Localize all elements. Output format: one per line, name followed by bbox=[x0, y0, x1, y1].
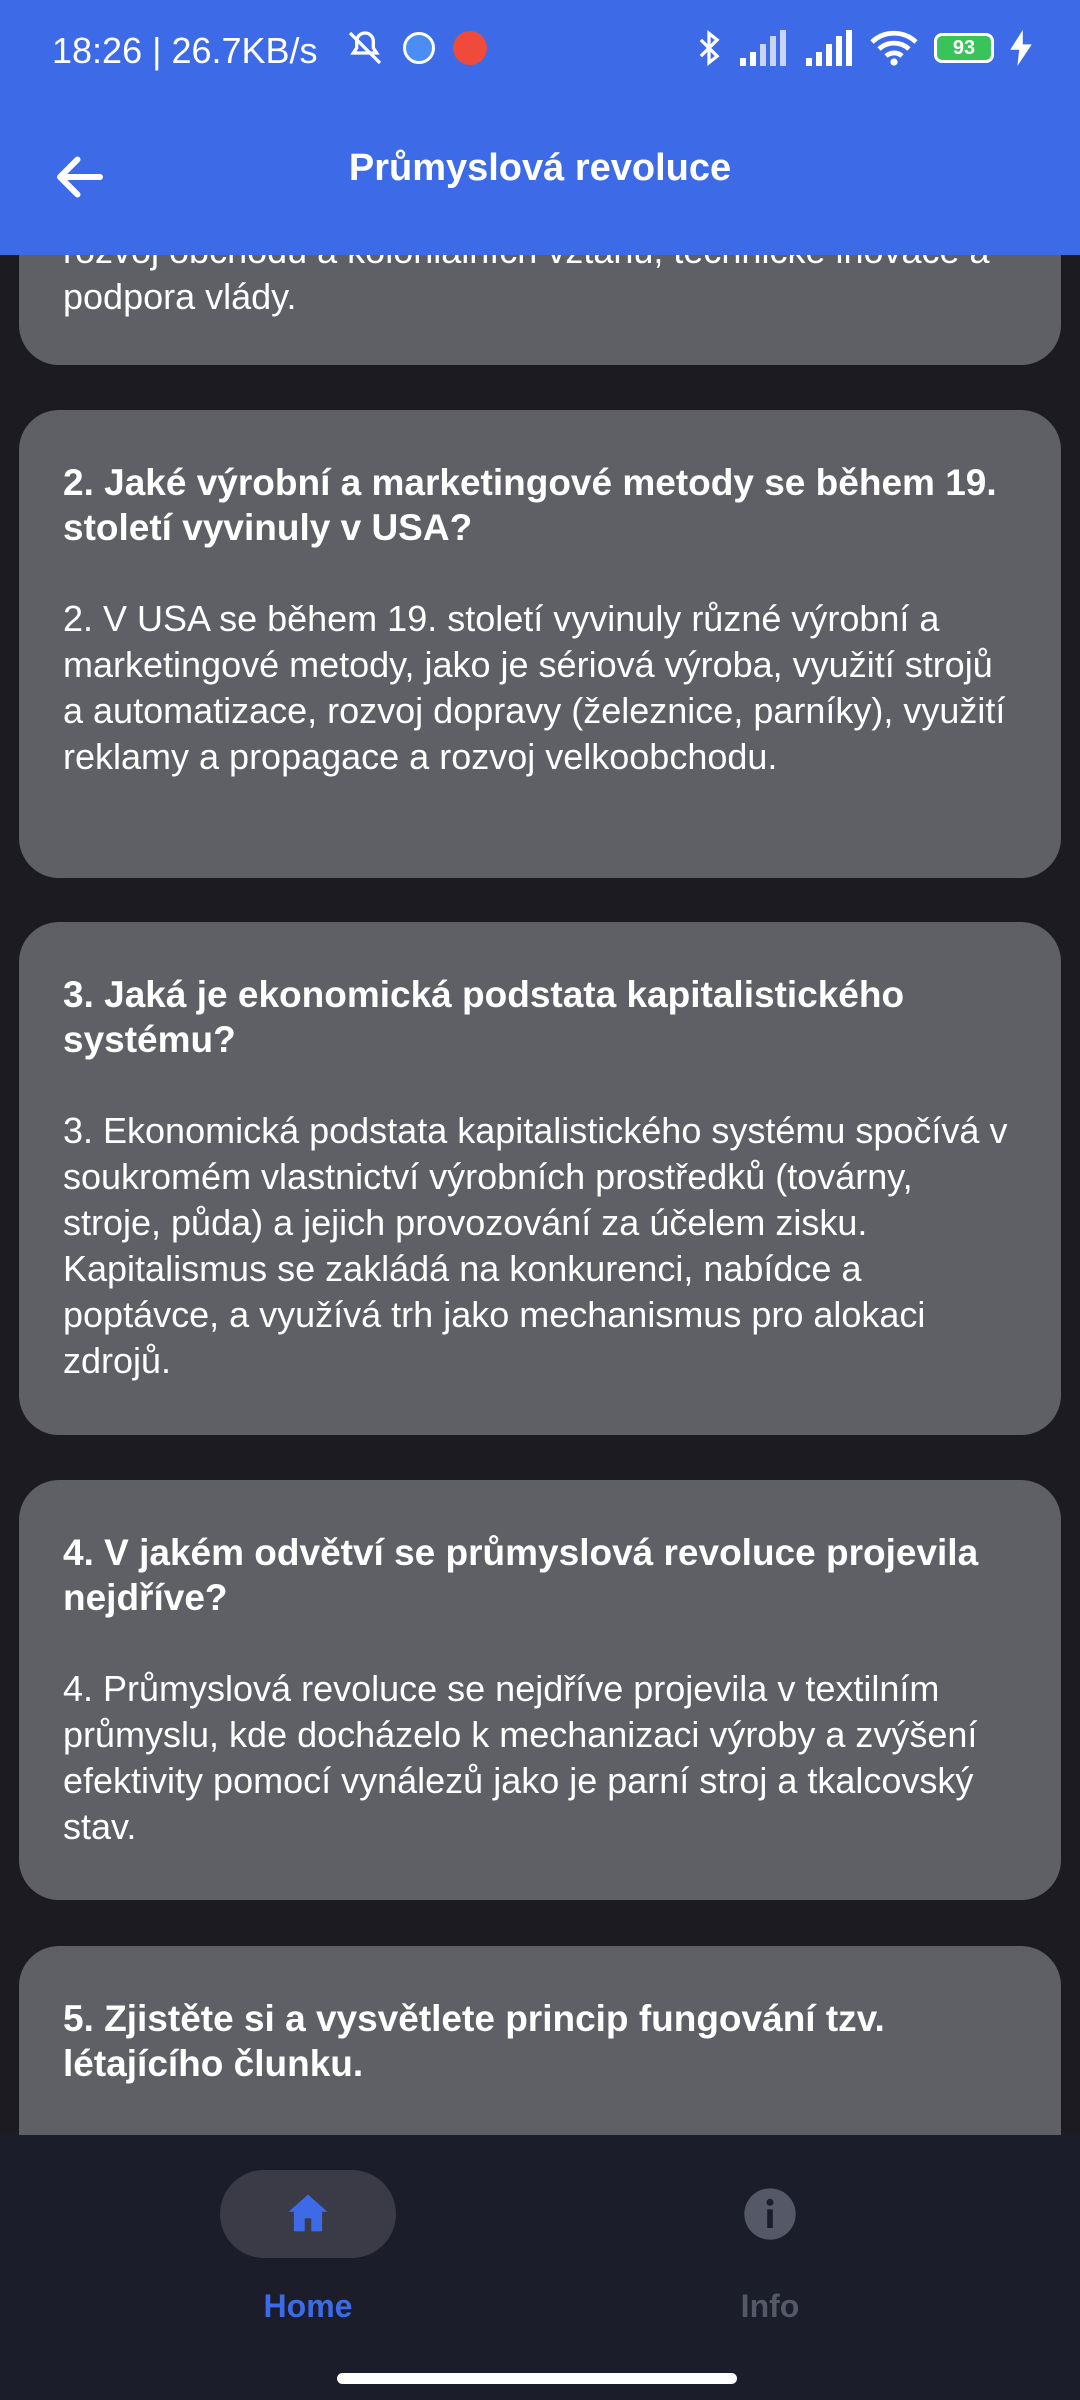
gesture-bar[interactable] bbox=[337, 2373, 737, 2384]
status-time: 18:26 | 26.7KB/s bbox=[52, 30, 318, 71]
signal-icon bbox=[804, 30, 854, 66]
status-icons-left bbox=[345, 28, 487, 68]
top-bar bbox=[0, 0, 1080, 255]
bottom-navigation bbox=[0, 2135, 1080, 2400]
question-text: 5. Zjistěte si a vysvětlete princip fungování tzv. létajícího člunku. bbox=[63, 1998, 885, 2084]
app-bar bbox=[0, 105, 1080, 255]
status-icons-right bbox=[696, 28, 1032, 68]
info-icon bbox=[742, 2186, 798, 2242]
qa-card-5 bbox=[19, 1946, 1061, 2135]
qa-card-2 bbox=[19, 410, 1061, 878]
qa-card-4 bbox=[19, 1480, 1061, 1900]
nav-info-indicator bbox=[682, 2170, 858, 2258]
app-notification-icon bbox=[403, 32, 435, 64]
answer-text: 4. Průmyslová revoluce se nejdříve projevila v textilním průmyslu, kde docházelo k mechanizaci výroby a zvýšení efektivity pomocí vynálezů jako je parní stroj a tkalcovský stav. bbox=[63, 1668, 978, 1847]
bluetooth-icon bbox=[696, 28, 722, 68]
question-text: 3. Jaká je ekonomická podstata kapitalistického systému? bbox=[63, 974, 905, 1060]
app-notification-icon bbox=[453, 31, 487, 65]
question-text: 4. V jakém odvětví se průmyslová revoluce projevila nejdříve? bbox=[63, 1532, 979, 1618]
signal-icon bbox=[738, 30, 788, 66]
nav-info[interactable] bbox=[620, 2170, 920, 2325]
answer-text: podpora vlády. bbox=[63, 276, 297, 317]
qa-card-3 bbox=[19, 922, 1061, 1435]
nav-home-label: Home bbox=[263, 2288, 353, 2324]
answer-text: 3. Ekonomická podstata kapitalistického systému spočívá v soukromém vlastnictví výrobních prostředků (továrny, stroje, půda) a jejich provozování za účelem zisku. Kapitalismus se zakládá na konkurenci, nabídce a poptávce, a využívá trh jako mechanismus pro alokaci zdrojů. bbox=[63, 1110, 1008, 1381]
page-title: Průmyslová revoluce bbox=[348, 147, 732, 189]
mute-icon bbox=[345, 28, 385, 68]
battery-icon: 93 bbox=[934, 33, 994, 63]
nav-info-label: Info bbox=[740, 2288, 800, 2324]
nav-home-indicator bbox=[220, 2170, 396, 2258]
wifi-icon bbox=[870, 30, 918, 66]
status-bar bbox=[0, 0, 1080, 105]
home-icon bbox=[282, 2188, 334, 2240]
nav-home[interactable] bbox=[158, 2170, 458, 2325]
charging-icon bbox=[1010, 30, 1032, 66]
answer-text: 2. V USA se během 19. století vyvinuly různé výrobní a marketingové metody, jako je sériová výroba, využití strojů a automatizace, rozvoj dopravy (železnice, parníky), využití reklamy a propagace a rozvoj velkoobchodu. bbox=[63, 598, 1006, 777]
question-text: 2. Jaké výrobní a marketingové metody se během 19. století vyvinuly v USA? bbox=[63, 462, 997, 548]
